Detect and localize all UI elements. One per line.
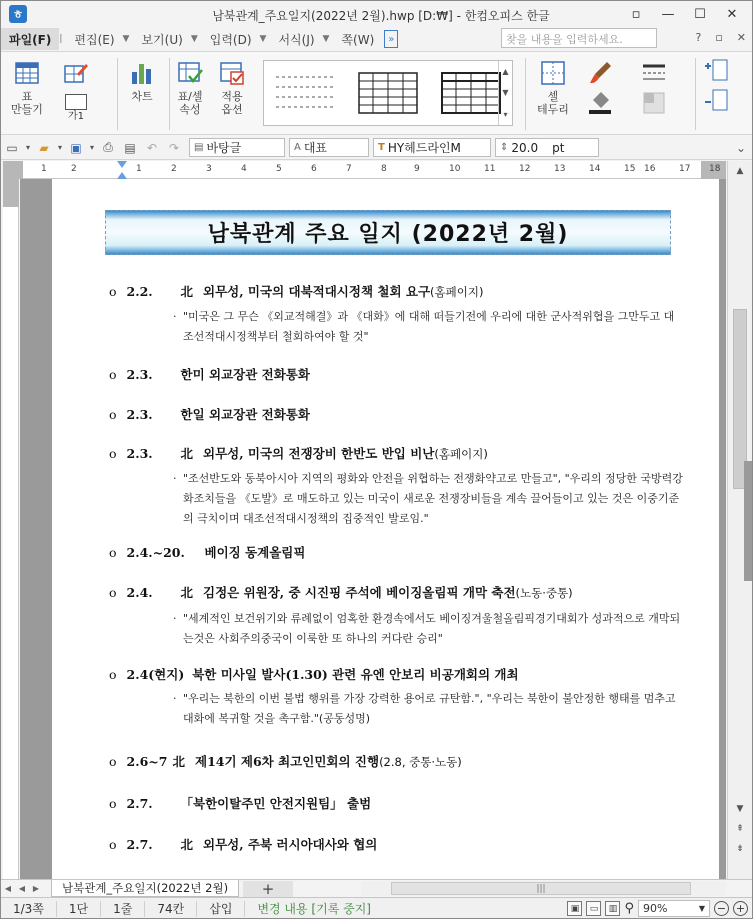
shape-rectangle-icon[interactable] xyxy=(65,94,87,110)
entry-marker: o xyxy=(109,407,117,422)
next-page-icon[interactable]: ⇟ xyxy=(736,844,744,854)
more-menus-icon[interactable]: » xyxy=(384,30,398,48)
entry-source: (노동·중통) xyxy=(515,586,573,600)
cell-border-icon xyxy=(540,60,566,86)
undo-icon[interactable]: ↶ xyxy=(146,140,158,155)
ruler-number: 11 xyxy=(484,164,496,174)
ruler-number: 7 xyxy=(346,164,352,174)
ribbon-restore-icon[interactable]: ▫ xyxy=(715,31,723,44)
truetype-icon: T xyxy=(378,142,385,153)
entry-flag: 北 xyxy=(180,585,194,600)
maximize-button[interactable]: ☐ xyxy=(694,6,706,22)
toolbar-more-icon[interactable]: ⌄ xyxy=(735,140,747,155)
entry-row[interactable] xyxy=(109,405,310,423)
ruler-number: 12 xyxy=(519,164,531,174)
entry-text: 외무성, 주북 러시아대사와 협의 xyxy=(203,837,378,852)
print-icon[interactable]: ⎙ xyxy=(103,140,113,154)
vruler-top-margin xyxy=(3,179,19,207)
bar-chart-icon xyxy=(129,60,155,86)
entry-text: 북한 미사일 발사(1.30) 관련 유엔 안보리 비공개회의 개최 xyxy=(192,667,519,682)
entry-text: 김정은 위원장, 중 시진핑 주석에 베이징올림픽 개막 축전 xyxy=(203,585,516,600)
entry-marker: o xyxy=(109,545,117,560)
two-page-view-icon[interactable]: ▥ xyxy=(605,901,620,916)
entry-text: 한미 외교장관 전화통화 xyxy=(180,367,310,382)
entry-flag: 北 xyxy=(180,446,194,461)
entry-source: (2.8, 중통·노동) xyxy=(379,755,462,769)
ribbon-close-icon[interactable]: ✕ xyxy=(736,31,746,44)
insert-row-icon xyxy=(703,58,729,84)
entry-marker: o xyxy=(109,667,117,682)
print-preview-icon[interactable]: ▤ xyxy=(124,140,136,155)
zoom-combo[interactable] xyxy=(638,900,710,917)
font-combo[interactable] xyxy=(373,138,491,157)
entry-text: 제14기 제6차 최고인민회의 진행 xyxy=(195,754,380,769)
entry-date: 2.2. xyxy=(126,284,153,299)
search-input[interactable]: 찾을 내용을 입력하세요. xyxy=(501,28,657,48)
font-size-icon: ⇕ xyxy=(500,142,509,153)
ruler-number: 17 xyxy=(679,164,691,174)
chevron-down-icon[interactable]: ▼ xyxy=(259,34,267,44)
hwp-app-icon[interactable]: ㅎ xyxy=(9,5,27,23)
menu-bar xyxy=(1,27,752,51)
window-title: 남북관계_주요일지(2022년 2월).hwp [D:₩] - 한컴오피스 한글 xyxy=(212,9,550,23)
status-track-changes[interactable]: 변경 내용 [기록 중지] xyxy=(257,902,371,916)
zoom-in-icon[interactable]: + xyxy=(733,901,748,916)
entry-date: 2.7. xyxy=(126,796,153,811)
table-style-grid[interactable] xyxy=(355,69,421,117)
vertical-ruler[interactable] xyxy=(3,179,19,879)
menu-separator: | xyxy=(59,34,63,44)
prev-page-icon[interactable]: ⇞ xyxy=(736,824,744,834)
ruler-number: 9 xyxy=(414,164,420,174)
apply-options-button[interactable] xyxy=(219,60,245,116)
page-view-icon[interactable]: ▭ xyxy=(586,901,601,916)
apply-check-icon xyxy=(219,60,245,86)
entry-date: 2.6~7 xyxy=(126,754,168,769)
entry-marker: o xyxy=(109,284,117,299)
entry-marker: o xyxy=(109,446,117,461)
entry-row[interactable] xyxy=(109,752,462,770)
font-size-value: 20.0 xyxy=(511,140,539,155)
table-cell-props-button[interactable] xyxy=(177,60,203,116)
ruler-number: 10 xyxy=(449,164,461,174)
entry-source: (홈페이지) xyxy=(430,285,484,299)
ruler-number: 13 xyxy=(554,164,566,174)
vertical-scrollbar[interactable] xyxy=(727,161,752,879)
ruler-left-margin xyxy=(3,161,23,179)
menu-file[interactable]: 파일(F) xyxy=(1,28,59,50)
entry-date: 2.4.~20. xyxy=(126,545,185,560)
side-panel-tab[interactable] xyxy=(744,461,752,581)
chevron-up-icon[interactable]: ▲ xyxy=(502,67,509,77)
chevron-down-icon[interactable]: ▾ xyxy=(89,143,94,152)
cell-border-label: 셀 테두리 xyxy=(537,90,569,116)
restore-down-icon[interactable]: ▫ xyxy=(631,6,641,22)
menu-view[interactable]: 보기(U) xyxy=(141,32,183,47)
menu-format[interactable]: 서식(J) xyxy=(278,32,315,47)
entry-row[interactable] xyxy=(109,665,519,683)
chevron-down-icon[interactable]: ▼ xyxy=(502,88,509,98)
entry-date: 2.3. xyxy=(126,407,153,422)
ruler-number: 1 xyxy=(41,164,47,174)
chart-label: 차트 xyxy=(131,90,153,103)
scroll-down-icon[interactable]: ▼ xyxy=(736,804,744,814)
new-doc-icon[interactable]: ▭ xyxy=(6,140,18,155)
border-color-button[interactable] xyxy=(587,60,613,120)
font-size-combo[interactable] xyxy=(495,138,599,157)
font-size-unit: pt xyxy=(552,140,565,155)
pencil-table-icon xyxy=(63,60,89,86)
quote-bullet: · xyxy=(173,472,177,485)
minimize-button[interactable]: — xyxy=(661,6,675,22)
ruler-number: 15 xyxy=(624,164,636,174)
ruler-number: 16 xyxy=(644,164,656,174)
quote-bullet: · xyxy=(173,310,177,323)
entry-row[interactable] xyxy=(109,835,377,853)
zoom-value: 90% xyxy=(643,902,668,915)
ribbon-controls xyxy=(695,31,746,44)
title-bar xyxy=(1,1,752,27)
ruler-number: 14 xyxy=(589,164,601,174)
close-button[interactable]: ✕ xyxy=(726,6,738,22)
quote-bullet: · xyxy=(173,692,177,705)
ruler-number: 6 xyxy=(311,164,317,174)
font-value: HY헤드라인M xyxy=(387,141,461,155)
font-language-value: 대표 xyxy=(303,141,328,155)
entry-marker: o xyxy=(109,754,117,769)
style-icon: ▤ xyxy=(194,142,204,153)
chevron-down-icon[interactable]: ▼ xyxy=(322,34,330,44)
paragraph-style-value: 바탕글 xyxy=(206,141,242,155)
ribbon-divider xyxy=(525,58,526,130)
entry-text: 베이징 동계올림픽 xyxy=(204,545,306,560)
quote-text: "조선반도와 동북아시아 지역의 평화와 안전을 위협하는 전쟁화약고로 만들고", "우리의 정당한 국방력강화조치들을 《도발》로 매도하고 있는 미국이 새로운 전쟁장비들을 계속 끌어들이고 있는 것은 이중기준의 극치이며 대조선적대시정책의 집중적인 발로임." xyxy=(183,472,683,525)
document-title[interactable]: 남북관계 주요 일지 (2022년 2월) xyxy=(105,210,671,255)
entry-row[interactable] xyxy=(109,543,305,561)
chevron-down-icon[interactable]: ▾ xyxy=(57,143,62,152)
entry-marker: o xyxy=(109,367,117,382)
zoom-out-icon[interactable]: − xyxy=(714,901,729,916)
ribbon-divider xyxy=(695,58,696,130)
table-icon xyxy=(14,60,40,86)
table-make-label: 표 만들기 xyxy=(11,90,43,116)
ruler-number: 8 xyxy=(381,164,387,174)
menu-page[interactable]: 쪽(W) xyxy=(341,32,375,47)
save-icon[interactable]: ▣ xyxy=(70,140,82,155)
entry-quote[interactable] xyxy=(173,609,683,649)
chevron-down-icon[interactable]: ▼ xyxy=(190,34,198,44)
document-tab[interactable]: 남북관계_주요일지(2022년 2월) xyxy=(51,880,239,897)
shape-label: 가1 xyxy=(67,111,85,122)
entry-marker: o xyxy=(109,796,117,811)
zoom-icon[interactable]: ⚲ xyxy=(624,901,634,916)
entry-marker: o xyxy=(109,585,117,600)
ruler-number: 18 xyxy=(709,164,721,174)
redo-icon[interactable]: ↷ xyxy=(168,140,180,155)
entry-row[interactable] xyxy=(109,794,371,812)
cell-border-button[interactable] xyxy=(537,60,569,116)
entry-text: 외무성, 미국의 전쟁장비 한반도 반입 비난 xyxy=(203,446,435,461)
insert-row-col-button[interactable] xyxy=(703,58,729,118)
fill-bucket-icon[interactable] xyxy=(587,90,613,116)
ruler-number: 2 xyxy=(171,164,177,174)
entry-row[interactable] xyxy=(109,282,483,300)
chevron-down-icon[interactable]: ▼ xyxy=(122,34,130,44)
horizontal-ruler[interactable] xyxy=(3,161,726,179)
first-tab-icon[interactable]: ◀ xyxy=(4,884,12,893)
entry-quote[interactable] xyxy=(173,307,683,347)
table-make-button[interactable] xyxy=(11,60,43,116)
shape-button[interactable] xyxy=(63,60,89,123)
left-indent-marker[interactable] xyxy=(117,172,127,179)
gallery-expand-icon[interactable]: ▾ xyxy=(503,109,508,119)
apply-options-label: 적용 옵션 xyxy=(221,90,243,116)
window-controls xyxy=(620,3,748,25)
menu-insert[interactable]: 입력(D) xyxy=(209,32,252,47)
font-language-combo[interactable] xyxy=(289,138,369,157)
language-icon: A xyxy=(294,142,301,153)
status-insert-mode[interactable]: 삽입 xyxy=(197,901,245,917)
table-style-gallery[interactable] xyxy=(263,60,513,126)
menu-edit[interactable]: 편집(E) xyxy=(74,32,115,47)
entry-flag: 北 xyxy=(180,284,194,299)
status-line: 1줄 xyxy=(101,901,145,917)
entry-date: 2.3. xyxy=(126,367,153,382)
entry-quote[interactable] xyxy=(173,689,683,729)
table-cell-props-label: 표/셀 속성 xyxy=(177,90,203,116)
ribbon xyxy=(1,51,752,135)
entry-marker: o xyxy=(109,837,117,852)
document-page[interactable] xyxy=(52,179,719,879)
paragraph-style-combo[interactable] xyxy=(189,138,285,157)
status-page[interactable]: 1/3쪽 xyxy=(1,901,57,917)
ruler-number: 5 xyxy=(276,164,282,174)
entry-row[interactable] xyxy=(109,583,573,601)
quote-bullet: · xyxy=(173,612,177,625)
document-tab-row xyxy=(1,879,752,897)
status-column: 74칸 xyxy=(145,901,197,917)
hscroll-thumb[interactable]: ||| xyxy=(391,882,691,895)
quote-text: "세계적인 보건위기와 류례없이 엄혹한 환경속에서도 베이징겨울철올림픽경기대회가 성과적으로 개막되는것은 사회주의중국이 이룩한 또 하나의 커다란 승리" xyxy=(183,612,681,645)
status-section: 1단 xyxy=(57,901,101,917)
first-line-indent-marker[interactable] xyxy=(117,161,127,168)
ruler-number: 1 xyxy=(136,164,142,174)
horizontal-scrollbar[interactable] xyxy=(361,881,726,896)
status-bar xyxy=(1,897,752,919)
entry-date: 2.4(현지) xyxy=(126,667,185,682)
view-controls xyxy=(567,900,748,917)
entry-date: 2.7. xyxy=(126,837,153,852)
formatting-toolbar xyxy=(1,136,752,160)
chevron-down-icon[interactable]: ▾ xyxy=(25,143,30,152)
table-check-icon xyxy=(177,60,203,86)
entry-source: (홈페이지) xyxy=(434,447,488,461)
entry-text: 외무성, 미국의 대북적대시정책 철회 요구 xyxy=(203,284,431,299)
prev-tab-icon[interactable]: ◀ xyxy=(18,884,26,893)
entry-date: 2.4. xyxy=(126,585,153,600)
entry-row[interactable] xyxy=(109,444,488,462)
entry-row[interactable] xyxy=(109,365,310,383)
entry-text: 한일 외교장관 전화통화 xyxy=(180,407,310,422)
insert-col-icon[interactable] xyxy=(703,88,729,114)
entry-flag: 北 xyxy=(172,754,186,769)
full-screen-icon[interactable]: ▣ xyxy=(567,901,582,916)
table-style-grid-bold[interactable] xyxy=(438,69,504,117)
entry-quote[interactable] xyxy=(173,469,683,529)
ruler-number: 3 xyxy=(206,164,212,174)
ruler-number: 4 xyxy=(241,164,247,174)
entry-text: 「북한이탈주민 안전지원팀」 출범 xyxy=(180,796,372,811)
ribbon-divider xyxy=(117,58,118,130)
add-tab-button[interactable]: + xyxy=(243,881,293,897)
line-style-icon xyxy=(641,60,667,86)
help-icon[interactable]: ? xyxy=(695,31,702,44)
next-tab-icon[interactable]: ▶ xyxy=(32,884,40,893)
quote-text: "미국은 그 무슨 《외교적해결》과 《대화》에 대해 떠들기전에 우리에 대한 군사적위협을 그만두고 대조선적대시정책부터 철회하여야 할 것" xyxy=(183,310,675,343)
open-folder-icon[interactable]: ▰ xyxy=(39,140,49,155)
line-style-button[interactable] xyxy=(641,60,667,120)
quote-text: "우리는 북한의 이번 불법 행위를 가장 강력한 용어로 규탄함.", "우리는 북한이 불안정한 행태를 멈추고 대화에 복귀할 것을 촉구함."(공동성명) xyxy=(183,692,676,725)
entry-date: 2.3. xyxy=(126,446,153,461)
paintbrush-icon xyxy=(587,60,613,86)
ruler-number: 2 xyxy=(71,164,77,174)
cell-shade-icon[interactable] xyxy=(641,90,667,116)
entry-flag: 北 xyxy=(180,837,194,852)
table-style-dashed[interactable] xyxy=(272,69,338,117)
chart-button[interactable] xyxy=(129,60,155,103)
gallery-scroll[interactable] xyxy=(498,61,512,125)
chevron-down-icon[interactable]: ▼ xyxy=(698,904,705,913)
scroll-up-icon[interactable]: ▲ xyxy=(736,166,744,176)
ribbon-divider xyxy=(169,58,170,130)
document-area[interactable] xyxy=(20,179,726,879)
